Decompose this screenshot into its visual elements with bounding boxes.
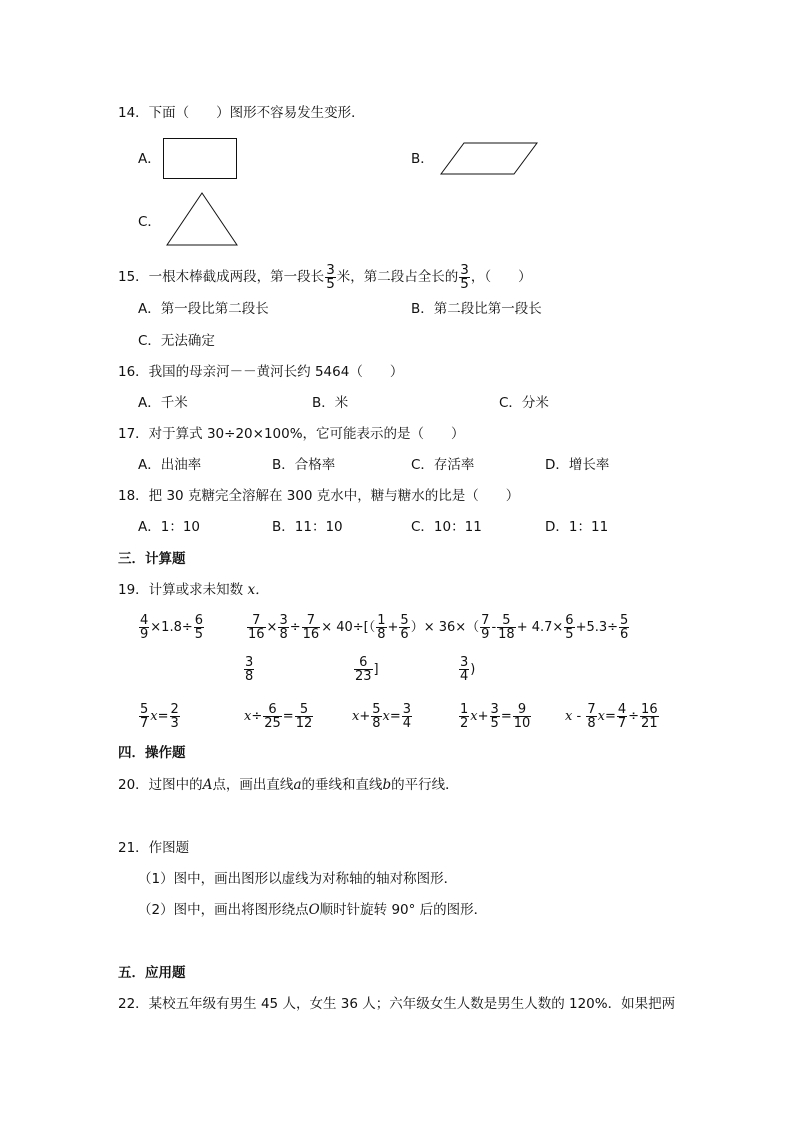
- q20-stem: [118, 776, 459, 794]
- fraction: [295, 703, 314, 730]
- q14-stem: 14．下面（ ）图形不容易发生变形．: [118, 105, 365, 121]
- q19-stem: [118, 581, 269, 599]
- q20-text: 20．过图中的: [118, 777, 203, 793]
- q19-expression-2: [246, 613, 630, 643]
- operator-text: +5.3÷: [575, 620, 619, 635]
- q18-option-c: C．10：11: [411, 519, 482, 535]
- denominator: 8: [587, 716, 596, 731]
- operator: +: [387, 620, 399, 635]
- section-heading-calculation: 三．计算题: [118, 551, 186, 567]
- parallelogram-shape: [440, 142, 540, 176]
- q15-stem: [118, 262, 532, 292]
- q19-equation-1: [138, 702, 181, 732]
- q15-option-b: B．第二段比第一段长: [411, 301, 542, 317]
- q15-option-c: C．无法确定: [138, 333, 215, 349]
- line-label: b: [382, 777, 392, 793]
- fraction: [263, 703, 282, 730]
- line-label: a: [293, 777, 302, 793]
- fraction: [376, 614, 386, 641]
- operator: ÷: [289, 620, 301, 635]
- denominator: 8: [372, 716, 381, 731]
- numerator: 4: [140, 613, 149, 628]
- q21-sub1: （1）图中，画出图形以虚线为对称轴的轴对称图形．: [138, 871, 458, 887]
- denominator: 23: [355, 669, 372, 684]
- q19-variable: x．: [247, 582, 269, 598]
- q19-equation-3: [352, 702, 413, 732]
- q15-stem-part1: 15．一根木棒截成两段，第一段长: [118, 269, 325, 285]
- fraction: [459, 703, 469, 730]
- equals: =: [157, 709, 169, 724]
- denominator: 7: [140, 716, 149, 731]
- numerator: 3: [245, 655, 254, 670]
- denominator: 2: [460, 716, 469, 731]
- fraction: [459, 656, 469, 683]
- q14-option-c-label: C．: [138, 214, 161, 230]
- denominator: 8: [245, 669, 254, 684]
- equals: =: [282, 709, 294, 724]
- bracket: ): [470, 662, 476, 677]
- numerator: 5: [372, 702, 381, 717]
- point-label: O: [308, 902, 320, 918]
- fraction: [139, 703, 149, 730]
- q21-sub2: [138, 901, 487, 919]
- numerator: 3: [460, 655, 469, 670]
- q19-expression-2-cont-b: [353, 655, 379, 685]
- numerator: 9: [513, 703, 532, 717]
- variable: x: [150, 709, 158, 724]
- variable: x: [352, 709, 360, 724]
- q15-stem-part2: 米，第二段占全长的: [336, 269, 459, 285]
- fraction: [564, 614, 574, 641]
- numerator: 7: [481, 613, 490, 628]
- numerator: 4: [617, 702, 627, 717]
- numerator: 5: [140, 702, 149, 717]
- fraction: [399, 614, 409, 641]
- fraction: [354, 656, 373, 683]
- q19-expression-1: [138, 613, 205, 643]
- q17-option-a: A．出油率: [138, 457, 202, 473]
- denominator: 18: [498, 627, 515, 642]
- numerator: 1: [377, 613, 386, 628]
- fraction: [244, 656, 254, 683]
- q19-expression-2-cont-a: [243, 655, 255, 685]
- denominator: 4: [402, 716, 412, 731]
- q16-option-a: A．千米: [138, 395, 188, 411]
- variable: x: [382, 709, 390, 724]
- q17-option-d: D．增长率: [545, 457, 610, 473]
- operator-text: ×1.8÷: [150, 620, 193, 635]
- q21-text: （2）图中，画出将图形绕点: [138, 902, 309, 918]
- triangle-shape: [166, 192, 240, 248]
- denominator: 6: [400, 627, 409, 642]
- fraction: [490, 703, 500, 730]
- denominator: 9: [481, 627, 490, 642]
- q19-expression-2-cont-c: [458, 655, 475, 685]
- denominator: 25: [264, 716, 281, 731]
- q20-text: 点，画出直线: [212, 777, 294, 793]
- numerator: 7: [302, 614, 321, 628]
- fraction: [194, 614, 204, 641]
- variable: x: [470, 709, 478, 724]
- rectangle-shape: [163, 138, 239, 180]
- q19-equation-4: [458, 702, 532, 732]
- operator-text: × 40÷[（: [321, 620, 376, 635]
- fraction: [617, 703, 627, 730]
- denominator: 7: [617, 716, 627, 731]
- denominator: 9: [140, 627, 149, 642]
- denominator: 5: [565, 627, 574, 642]
- numerator: 5: [295, 703, 314, 717]
- q19-equation-2: [244, 702, 314, 732]
- numerator: 6: [194, 613, 204, 628]
- denominator: 12: [295, 716, 313, 731]
- denominator: 3: [170, 716, 179, 731]
- denominator: 5: [490, 716, 499, 731]
- denominator: 5: [194, 627, 204, 642]
- q18-stem: 18．把 30 克糖完全溶解在 300 克水中，糖与糖水的比是（ ）: [118, 488, 520, 504]
- numerator: 7: [587, 702, 596, 717]
- q19-equation-5: [565, 702, 660, 732]
- numerator: 6: [263, 703, 282, 717]
- numerator: 6: [565, 613, 574, 628]
- variable: x: [565, 709, 573, 724]
- point-label: A: [202, 777, 213, 793]
- q20-text: 的垂线和直线: [301, 777, 383, 793]
- q21-stem: 21．作图题: [118, 840, 190, 856]
- fraction: [247, 614, 266, 641]
- numerator: 1: [460, 702, 469, 717]
- fraction: [459, 261, 470, 292]
- numerator: 3: [490, 702, 499, 717]
- fraction: [278, 614, 288, 641]
- denominator: 8: [377, 627, 386, 642]
- equals: =: [389, 709, 401, 724]
- numerator: 2: [170, 702, 179, 717]
- denominator: 5: [460, 275, 469, 292]
- fraction: [619, 614, 629, 641]
- q17-option-c: C．存活率: [411, 457, 475, 473]
- denominator: 16: [248, 627, 265, 642]
- fraction: [640, 703, 659, 730]
- q14-option-b-label: B．: [411, 151, 434, 167]
- fraction: [586, 703, 596, 730]
- operator-text: ）× 36×（: [410, 620, 480, 635]
- q17-stem: 17．对于算式 30÷20×100%，它可能表示的是（ ）: [118, 426, 465, 442]
- operator: ÷: [251, 709, 263, 724]
- section-heading-operation: 四．操作题: [118, 745, 186, 761]
- q15-option-a: A．第一段比第二段长: [138, 301, 269, 317]
- q20-text: 的平行线．: [391, 777, 459, 793]
- equals: =: [500, 709, 512, 724]
- fraction: [325, 261, 336, 292]
- fraction: [480, 614, 490, 641]
- numerator: 5: [620, 613, 629, 628]
- q15-stem-part3: ，（ ）: [470, 269, 532, 285]
- operator: -: [576, 709, 582, 724]
- equals: =: [604, 709, 616, 724]
- q14-option-a-label: A．: [138, 151, 161, 167]
- fraction: [513, 703, 532, 730]
- variable: x: [244, 709, 252, 724]
- numerator: 3: [460, 261, 469, 278]
- numerator: 3: [279, 613, 288, 628]
- bracket: ]: [373, 662, 379, 677]
- q16-option-c: C．分米: [499, 395, 549, 411]
- operator: -: [491, 620, 497, 635]
- q18-option-a: A．1：10: [138, 519, 201, 535]
- fraction: [371, 703, 381, 730]
- numerator: 5: [400, 613, 409, 628]
- numerator: 7: [247, 614, 266, 628]
- q18-option-b: B．11：10: [272, 519, 343, 535]
- numerator: 3: [326, 261, 335, 278]
- denominator: 21: [641, 716, 658, 731]
- denominator: 8: [279, 627, 288, 642]
- numerator: 5: [497, 614, 516, 628]
- q18-option-d: D．1：11: [545, 519, 609, 535]
- denominator: 6: [620, 627, 629, 642]
- operator: +: [477, 709, 489, 724]
- operator: ÷: [628, 709, 640, 724]
- numerator: 3: [402, 702, 412, 717]
- operator: ×: [266, 620, 278, 635]
- denominator: 5: [326, 275, 335, 292]
- fraction: [139, 614, 149, 641]
- q19-stem-text: 19．计算或求未知数: [118, 582, 244, 598]
- numerator: 6: [354, 656, 373, 670]
- q16-option-b: B．米: [312, 395, 349, 411]
- numerator: 16: [641, 702, 658, 717]
- q16-stem: 16．我国的母亲河－－黄河长约 5464（ ）: [118, 364, 404, 380]
- section-heading-application: 五．应用题: [118, 965, 186, 981]
- fraction: [402, 703, 412, 730]
- q22-stem: 22．某校五年级有男生 45 人，女生 36 人；六年级女生人数是男生人数的 120%．如果把两: [118, 996, 676, 1012]
- fraction: [170, 703, 180, 730]
- fraction: [497, 614, 516, 641]
- operator: +: [359, 709, 371, 724]
- variable: x: [597, 709, 605, 724]
- denominator: 10: [513, 716, 531, 731]
- q17-option-b: B．合格率: [272, 457, 336, 473]
- q21-text: 顺时针旋转 90° 后的图形．: [319, 902, 488, 918]
- operator-text: + 4.7×: [516, 620, 564, 635]
- denominator: 16: [302, 627, 320, 642]
- denominator: 4: [460, 669, 469, 684]
- fraction: [302, 614, 321, 641]
